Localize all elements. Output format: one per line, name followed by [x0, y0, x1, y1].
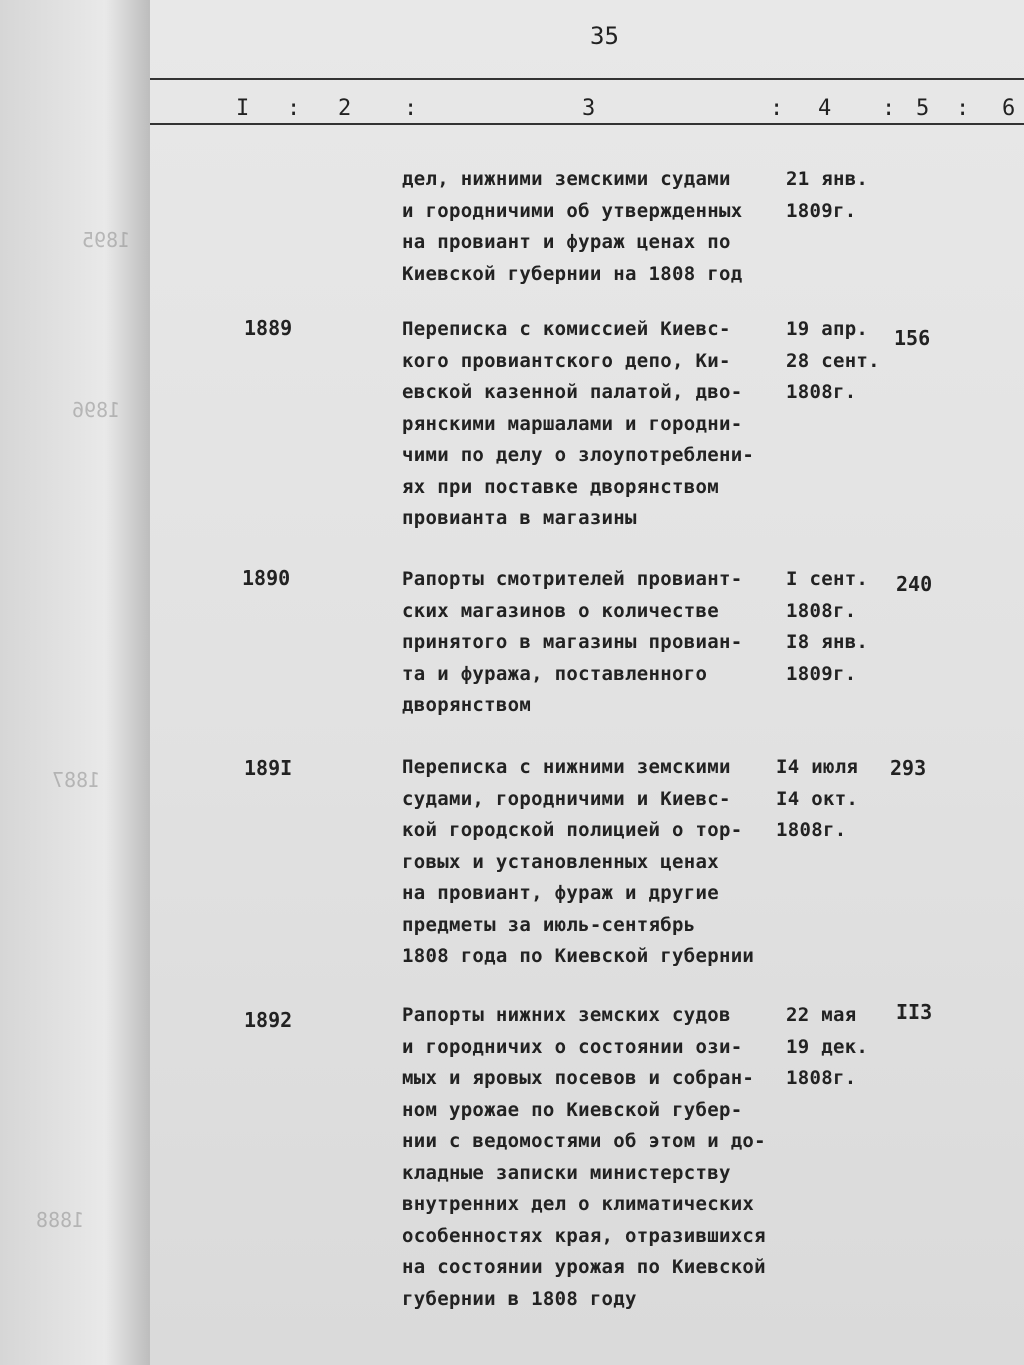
column-separator: :	[882, 96, 896, 121]
entry-dates: 21 янв. 1809г.	[786, 168, 869, 222]
bleed-through-mark: 1896	[72, 398, 121, 422]
column-number: 2	[338, 96, 352, 121]
bleed-through-mark: 1887	[52, 768, 101, 792]
entry-description: дел, нижними земскими судами и городничими об утвержденных на провиант и фураж ценах по Киевской губернии на 1808 год	[402, 168, 743, 285]
column-separator: :	[404, 96, 418, 121]
entry-number: 1890	[242, 566, 291, 590]
column-number: 6	[1002, 96, 1016, 121]
column-number: 3	[582, 96, 596, 121]
document-page	[150, 0, 1024, 1365]
entry-number: 189I	[244, 756, 293, 780]
entry-description: Рапорты нижних земских судов и городничих о состоянии ози- мых и яровых посевов и собран- ном урожае по Киевской губер- нии с ведомостями об этом и до- кладные записки министерству внутренних дел о климатических особенностях края, отразившихся на состоянии урожая по Киевской губернии в 1808 году	[402, 1004, 766, 1310]
entry-dates: 19 апр. 28 сент. 1808г.	[786, 318, 880, 403]
column-number: 5	[916, 96, 930, 121]
column-number: 4	[818, 96, 832, 121]
entry-number: 1892	[244, 1008, 293, 1032]
table-top-rule	[150, 78, 1024, 80]
entry-description: Рапорты смотрителей провиант- ских магазинов о количестве принятого в магазины провиан- та и фуража, поставленного дворянством	[402, 568, 743, 716]
facing-page	[0, 0, 150, 1365]
table-header-rule	[150, 123, 1024, 125]
entry-pages: 156	[894, 326, 931, 350]
entry-number: 1889	[244, 316, 293, 340]
column-separator: :	[770, 96, 784, 121]
column-separator: :	[287, 96, 301, 121]
bleed-through-mark: 1895	[82, 228, 131, 252]
entry-dates: I сент. 1808г. I8 янв. 1809г.	[786, 568, 869, 685]
entry-pages: II3	[896, 1000, 933, 1024]
page-number: 35	[590, 22, 619, 50]
entry-description: Переписка с комиссией Киевс- кого провиантского депо, Ки- евской казенной палатой, дво- рянскими маршалами и городни- чими по делу о злоупотреблени- ях при поставке дворянством провианта в магазины	[402, 318, 755, 529]
entry-description: Переписка с нижними земскими судами, городничими и Киевс- кой городской полицией о тор- говых и установленных ценах на провиант, фураж и другие предметы за июль-сентябрь 1808 года по Киевской губернии	[402, 756, 755, 967]
entry-pages: 240	[896, 572, 933, 596]
column-separator: :	[956, 96, 970, 121]
entry-dates: 22 мая 19 дек. 1808г.	[786, 1004, 869, 1089]
entry-pages: 293	[890, 756, 927, 780]
entry-dates: I4 июля I4 окт. 1808г.	[776, 756, 859, 841]
bleed-through-mark: 1888	[36, 1208, 85, 1232]
column-number: I	[236, 96, 250, 121]
